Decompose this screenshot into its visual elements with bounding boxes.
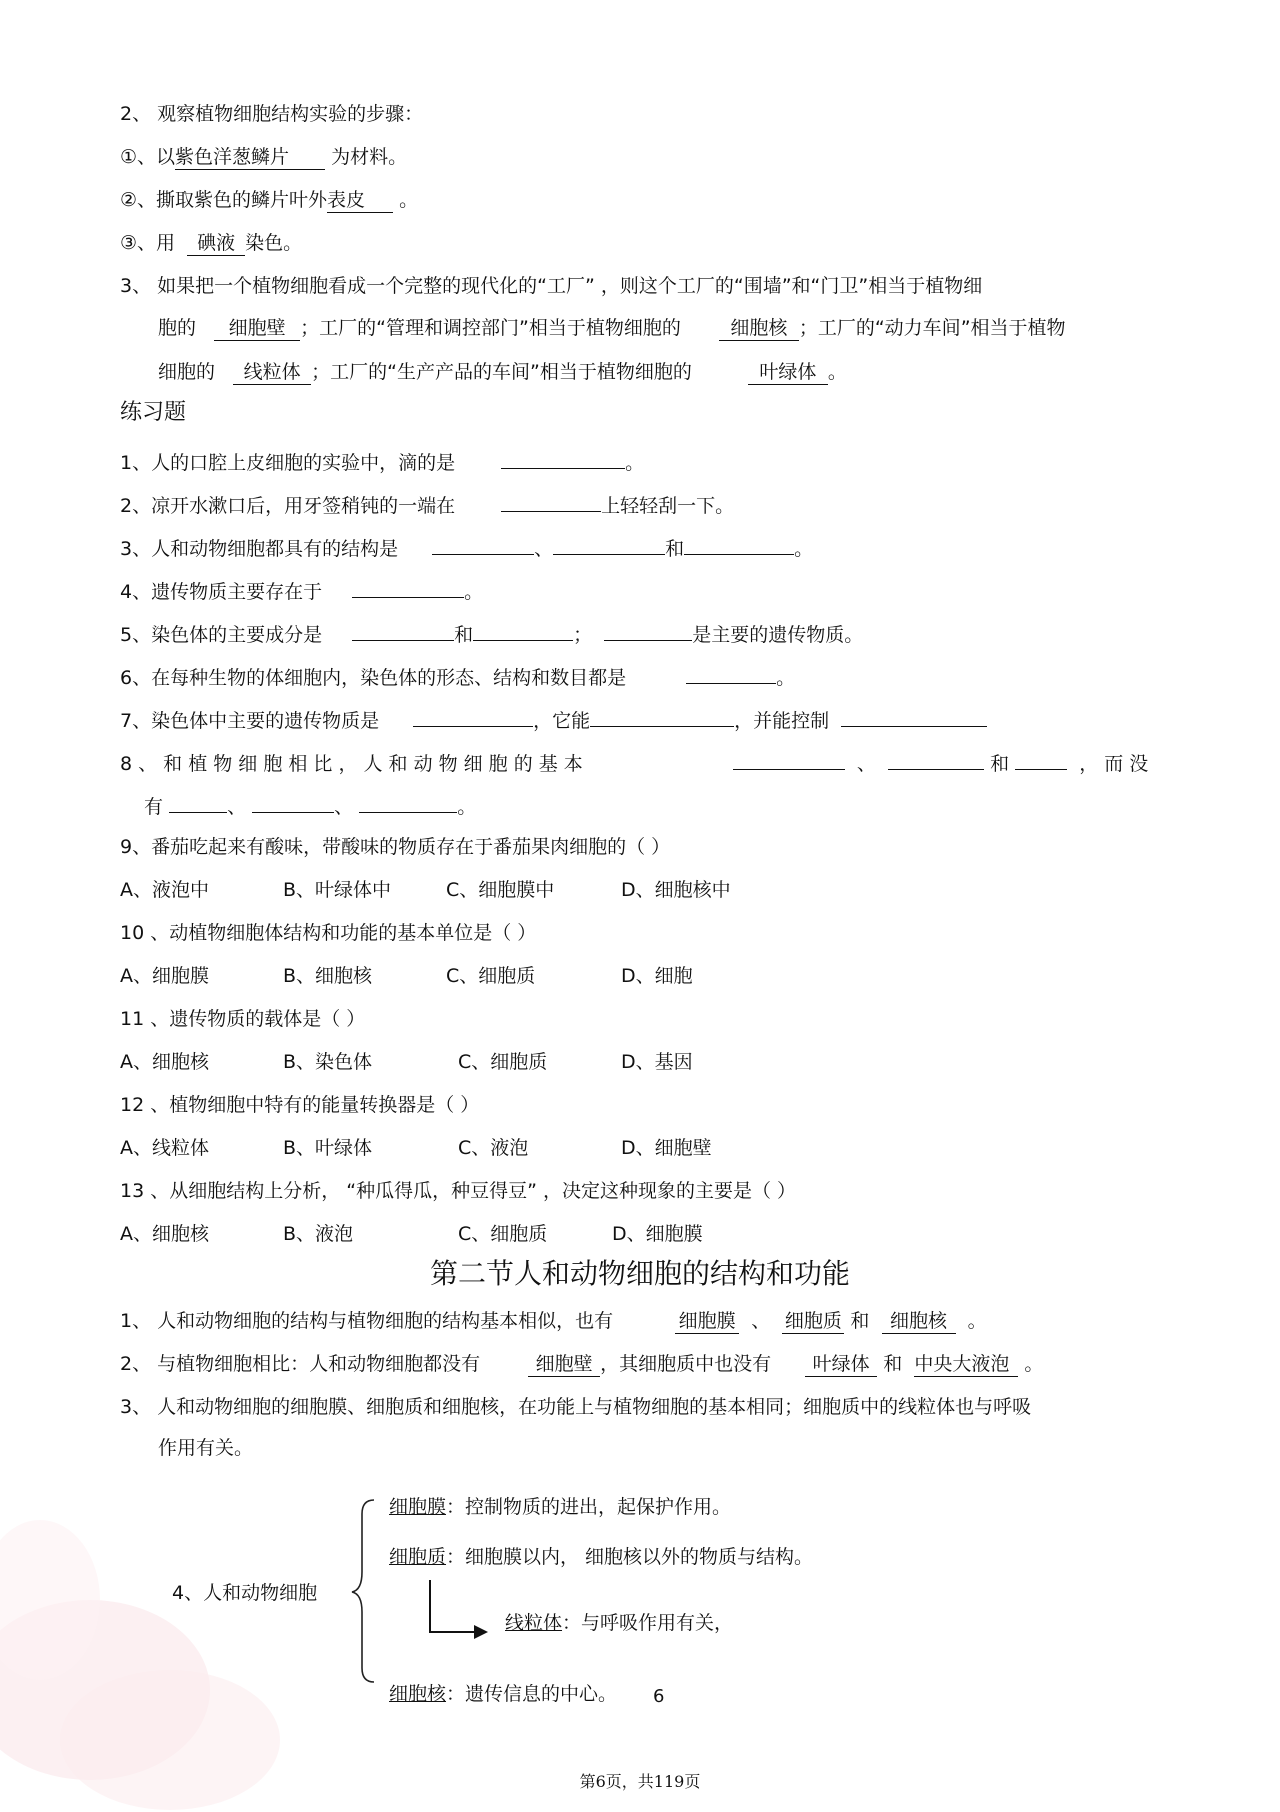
diagram-nucleus: 细胞核：遗传信息的中心。 [389,1683,618,1705]
q13-option-c[interactable]: C、细胞质 [458,1223,548,1245]
q13-option-d[interactable]: D、细胞膜 [612,1223,703,1245]
q3-answer-chloroplast: 叶绿体 [748,360,828,385]
q12-option-d[interactable]: D、细胞壁 [621,1137,712,1159]
question-9: 9、番茄吃起来有酸味，带酸味的物质存在于番茄果肉细胞的（ ） [120,836,671,858]
diagram-membrane: 细胞膜：控制物质的进出，起保护作用。 [389,1496,732,1518]
q9-option-d[interactable]: D、细胞核中 [621,879,731,901]
question-2-title: 2、 观察植物细胞结构实验的步骤： [120,103,424,125]
p2-answer-chloroplast: 叶绿体 [805,1352,877,1377]
left-brace [352,1500,374,1682]
q9-option-a[interactable]: A、液泡中 [120,879,209,901]
exercise-1: 1、人的口腔上皮细胞的实验中，滴的是 。 [120,446,1220,477]
step-3-answer: 碘液 [187,231,245,256]
step-2-answer: 表皮 [327,188,393,213]
exercise-8: 8 、 和 植 物 细 胞 相 比 ， 人 和 动 物 细 胞 的 基 本 、 和 ， 而 没 [120,747,1220,778]
question-10: 10 、动植物细胞体结构和功能的基本单位是（ ） [120,922,537,944]
q13-option-a[interactable]: A、细胞核 [120,1223,209,1245]
step-3: ③、用 碘液 染色。 [120,232,303,254]
q13-option-b[interactable]: B、液泡 [283,1223,354,1245]
exercise-heading: 练习题 [120,400,187,425]
q11-option-b[interactable]: B、染色体 [283,1051,373,1073]
q3-answer-cell-wall: 细胞壁 [214,316,300,341]
q11-option-c[interactable]: C、细胞质 [458,1051,548,1073]
p2-answer-vacuole: 中央大液泡 [914,1352,1018,1377]
q9-option-b[interactable]: B、叶绿体中 [283,879,392,901]
p1-answer-membrane: 细胞膜 [675,1309,739,1334]
step-1-answer: 紫色洋葱鳞片 [175,145,325,170]
section-2-point-2: 2、 与植物细胞相比：人和动物细胞都没有 细胞壁 ，其细胞质中也没有 叶绿体 和 中央大液泡 。 [120,1353,1044,1375]
q10-option-b[interactable]: B、细胞核 [283,965,373,987]
question-3-line-1: 3、 如果把一个植物细胞看成一个完整的现代化的“工厂” ，则这个工厂的“围墙”和“门卫”相当于植物细 [120,275,983,297]
exercise-3: 3、人和动物细胞都具有的结构是 、 和 。 [120,532,1220,563]
diagram-mitochondria: 线粒体：与呼吸作用有关， [505,1612,734,1634]
question-12: 12 、植物细胞中特有的能量转换器是（ ） [120,1094,480,1116]
exercise-7: 7、染色体中主要的遗传物质是 ，它能 ，并能控制 [120,704,1220,735]
q12-option-c[interactable]: C、液泡 [458,1137,529,1159]
q3-answer-nucleus: 细胞核 [719,316,799,341]
q9-option-c[interactable]: C、细胞膜中 [446,879,555,901]
p1-answer-nucleus: 细胞核 [882,1309,956,1334]
exercise-4: 4、遗传物质主要存在于 。 [120,575,1220,606]
step-2: ②、撕取紫色的鳞片叶外表皮 。 [120,189,419,211]
page-footer: 第6页，共119页 [579,1772,701,1791]
exercise-8-line-2: 有 、 、 。 [144,790,1220,821]
section-2-point-3-line-2: 作用有关。 [158,1437,254,1459]
section-2-title: 第二节人和动物细胞的结构和功能 [429,1257,850,1290]
step-1: ①、以紫色洋葱鳞片 为材料。 [120,146,408,168]
exercise-5: 5、染色体的主要成分是 和 ； 是主要的遗传物质。 [120,618,1220,649]
arrow-head-icon [474,1625,488,1639]
exercise-2: 2、凉开水漱口后，用牙签稍钝的一端在 上轻轻刮一下。 [120,489,1220,520]
question-13: 13 、从细胞结构上分析， “种瓜得瓜，种豆得豆” ，决定这种现象的主要是（ ） [120,1180,797,1202]
section-2-point-1: 1、 人和动物细胞的结构与植物细胞的结构基本相似，也有 细胞膜 、 细胞质 和 细胞核 。 [120,1310,987,1332]
p1-answer-cytoplasm: 细胞质 [782,1309,844,1334]
q10-option-c[interactable]: C、细胞质 [446,965,536,987]
question-3-line-3: 细胞的 线粒体 ；工厂的“生产产品的车间”相当于植物细胞的 叶绿体 。 [158,361,847,383]
q10-option-a[interactable]: A、细胞膜 [120,965,209,987]
q11-option-d[interactable]: D、基因 [621,1051,693,1073]
exercise-6: 6、在每种生物的体细胞内，染色体的形态、结构和数目都是 。 [120,661,1220,692]
diagram-cytoplasm: 细胞质：细胞膜以内， 细胞核以外的物质与结构。 [389,1546,814,1568]
arrow-line [430,1580,476,1632]
p2-answer-cell-wall: 细胞壁 [528,1352,600,1377]
q12-option-b[interactable]: B、叶绿体 [283,1137,373,1159]
q11-option-a[interactable]: A、细胞核 [120,1051,209,1073]
section-2-point-3-line-1: 3、 人和动物细胞的细胞膜、细胞质和细胞核，在功能上与植物细胞的基本相同；细胞质中的线粒体也与呼吸 [120,1396,1032,1418]
q3-answer-mitochondria: 线粒体 [233,360,311,385]
page-number: 6 [653,1686,665,1707]
q10-option-d[interactable]: D、细胞 [621,965,693,987]
diagram-root-label: 4、人和动物细胞 [172,1582,318,1604]
question-3-line-2: 胞的 细胞壁 ；工厂的“管理和调控部门”相当于植物细胞的 细胞核 ；工厂的“动力车间”相当于植物 [158,317,1066,339]
question-11: 11 、遗传物质的载体是（ ） [120,1008,366,1030]
q12-option-a[interactable]: A、线粒体 [120,1137,209,1159]
